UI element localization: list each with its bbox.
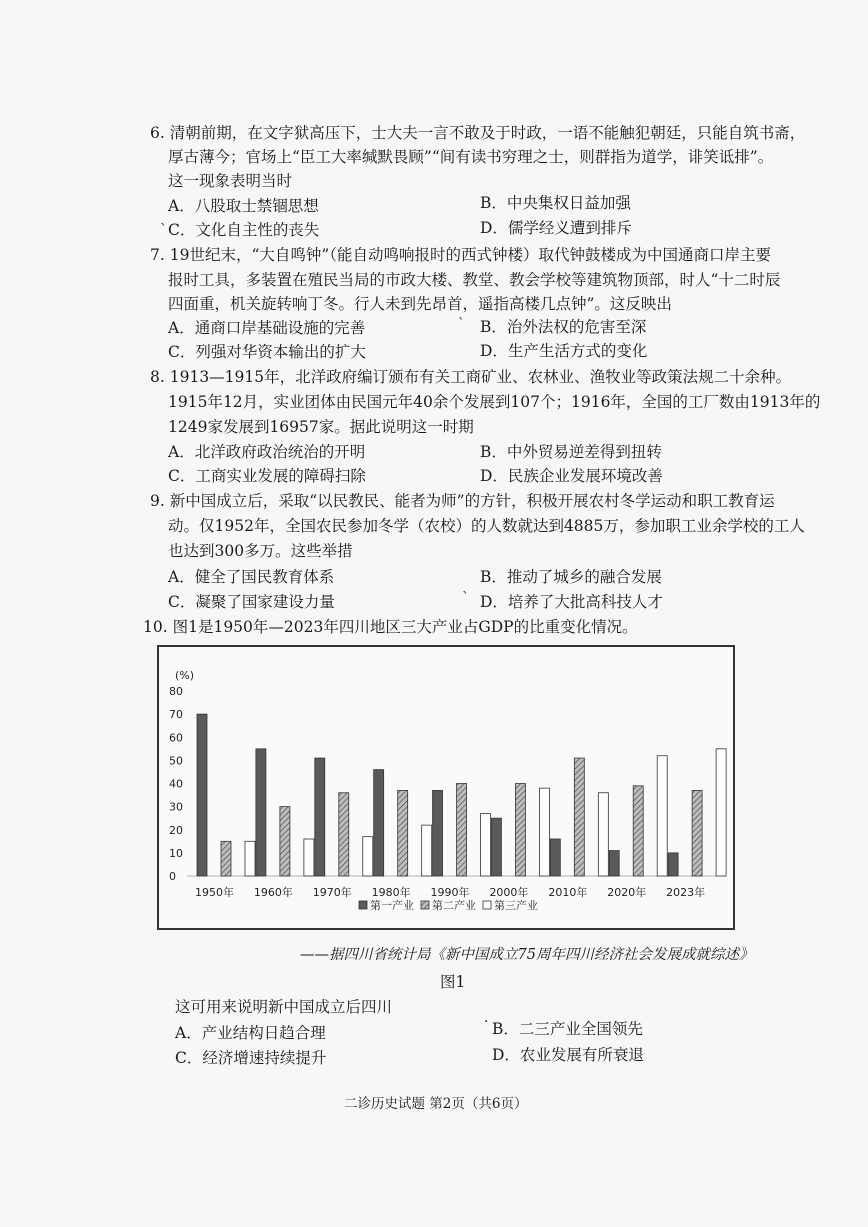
y-tick-label-6: 60 (169, 731, 183, 745)
q9-answer-tick-icon: ˋ (462, 590, 469, 606)
legend-label-0: 第一产业 (370, 899, 414, 912)
q9-stem-1: 新中国成立后，采取“以民教民、能者为师”的方针，积极开展农村冬学运动和职工教育运 (169, 492, 775, 510)
y-tick-label-0: 0 (169, 870, 176, 883)
bar-第二产业-1980年 (398, 790, 408, 876)
q9-line-3: 也达到300多万。这些举措 (168, 542, 353, 560)
legend-swatch-1 (421, 901, 429, 909)
q10-stem-1: 图1是1950年—2023年四川地区三大产业占GDP的比重变化情况。 (172, 618, 638, 636)
x-tick-label-3: 1980年 (371, 886, 411, 899)
bar-第二产业-2010年 (574, 758, 584, 876)
q7-line-2: 报时工具，多装置在殖民当局的市政大楼、教堂、教会学校等建筑物顶部，时人“十二时辰 (168, 271, 781, 289)
bar-第一产业-2010年 (550, 839, 560, 876)
x-tick-label-5: 2000年 (489, 886, 529, 899)
legend-label-2: 第三产业 (494, 899, 538, 912)
q6-option-b: B．中央集权日益加强 (480, 194, 631, 212)
bar-第二产业-1990年 (457, 784, 467, 877)
legend-swatch-2 (483, 901, 491, 909)
q7-option-d: D．生产生活方式的变化 (480, 342, 648, 360)
q7-option-a: A．通商口岸基础设施的完善 (168, 319, 366, 337)
q7-answer-tick-icon: ˋ (458, 316, 465, 332)
y-tick-label-8: 80 (169, 685, 183, 698)
bar-第二产业-2023年 (692, 790, 702, 876)
legend-label-1: 第二产业 (432, 899, 476, 912)
q10-answer-tick-icon: · (484, 1014, 489, 1030)
q8-line-2: 1915年12月，实业团体由民国元年40余个发展到107个；1916年，全国的工厂数由1913年的 (168, 393, 821, 411)
q8-stem-1: 1913—1915年，北洋政府编订颁布有关工商矿业、农林业、渔牧业等政策法规二十余种。 (169, 368, 792, 386)
q8-option-b: B．中外贸易逆差得到扭转 (480, 443, 662, 461)
x-tick-label-8: 2023年 (666, 886, 706, 899)
bar-第三产业-2023年 (716, 749, 726, 876)
bar-第三产业-2020年 (657, 756, 667, 876)
y-tick-label-2: 20 (169, 823, 183, 837)
q8-line-1 (150, 367, 791, 387)
q9-option-b: B．推动了城乡的融合发展 (480, 568, 662, 586)
q7-stem-1: 19世纪末，“大自鸣钟”（能自动鸣响报时的西式钟楼）取代钟鼓楼成为中国通商口岸主要 (169, 246, 772, 264)
bar-第三产业-1960年 (304, 839, 314, 876)
x-tick-label-4: 1990年 (430, 886, 470, 899)
page-footer: 二诊历史试题 第2页（共6页） (344, 1096, 528, 1112)
q10-option-c: C．经济增速持续提升 (175, 1049, 327, 1067)
bar-第二产业-1950年 (221, 841, 231, 876)
q9-number: 9. (150, 492, 165, 510)
q10-stem-after: 这可用来说明新中国成立后四川 (175, 998, 393, 1016)
q9-line-1 (150, 491, 775, 511)
bar-第一产业-1990年 (433, 790, 443, 876)
q9-line-2: 动。仅1952年，全国农民参加冬学（农校）的人数就达到4885万，参加职工业余学校的工人 (168, 517, 805, 535)
bar-第三产业-1950年 (245, 841, 255, 876)
legend-swatch-0 (359, 901, 367, 909)
q7-option-b: B．治外法权的危害至深 (480, 318, 647, 336)
bar-第一产业-1970年 (315, 758, 325, 876)
q10-number: 10. (143, 618, 168, 636)
q8-option-a: A．北洋政府政治统治的开明 (168, 443, 366, 461)
bar-第二产业-1960年 (280, 807, 290, 876)
q10-line-1 (143, 617, 638, 637)
q7-option-c: C．列强对华资本输出的扩大 (168, 343, 366, 361)
x-tick-label-0: 1950年 (195, 886, 234, 899)
q6-option-c: C．文化自主性的丧失 (168, 221, 320, 239)
y-axis-label: (%) (175, 669, 195, 682)
q6-line-1 (150, 123, 805, 143)
chart-svg (159, 647, 733, 928)
bar-第二产业-2020年 (633, 786, 643, 876)
gdp-share-chart (157, 645, 735, 930)
figure-caption: 图1 (440, 973, 466, 991)
q6-number: 6. (150, 124, 165, 142)
q8-number: 8. (150, 368, 165, 386)
x-tick-label-7: 2020年 (607, 886, 647, 899)
bar-第三产业-1970年 (363, 837, 373, 876)
q7-line-3: 四面重，机关旋转响丁冬。行人未到先昂首，遥指高楼几点钟”。这反映出 (168, 295, 672, 313)
x-tick-label-1: 1960年 (253, 886, 293, 899)
bar-第二产业-2000年 (515, 784, 525, 877)
q8-option-c: C．工商实业发展的障碍扫除 (168, 467, 366, 485)
y-tick-label-7: 70 (169, 708, 183, 722)
q8-line-3: 1249家发展到16957家。据此说明这一时期 (168, 418, 474, 436)
bar-第三产业-1990年 (481, 814, 491, 876)
y-tick-label-3: 30 (169, 800, 183, 814)
q9-option-c: C．凝聚了国家建设力量 (168, 593, 335, 611)
q10-option-b: B．二三产业全国领先 (492, 1020, 643, 1038)
bar-第二产业-1970年 (339, 793, 349, 876)
q6-option-a: A．八股取士禁锢思想 (168, 197, 319, 215)
q6-stem-1: 清朝前期，在文字狱高压下，士大夫一言不敢及于时政，一语不能触犯朝廷，只能自筑书斋， (169, 124, 806, 142)
bar-第一产业-1960年 (256, 749, 266, 876)
bar-第一产业-1980年 (374, 770, 384, 876)
x-tick-label-6: 2010年 (548, 886, 588, 899)
y-tick-label-4: 40 (169, 777, 183, 791)
q9-option-a: A．健全了国民教育体系 (168, 568, 335, 586)
q10-option-d: D．农业发展有所衰退 (492, 1046, 644, 1064)
bar-第一产业-2000年 (491, 818, 501, 876)
y-tick-label-1: 10 (169, 846, 183, 860)
bar-第三产业-2010年 (598, 793, 608, 876)
x-tick-label-2: 1970年 (312, 886, 352, 899)
q9-option-d: D．培养了大批高科技人才 (480, 593, 663, 611)
y-tick-label-5: 50 (169, 754, 183, 768)
q6-line-2: 厚古薄今；官场上“臣工大率缄默畏顾”“间有读书穷理之士，则群指为道学，诽笑诋排”。 (168, 148, 774, 166)
bar-第三产业-1980年 (422, 825, 432, 876)
bar-第一产业-2020年 (609, 851, 619, 876)
bar-第一产业-2023年 (668, 853, 678, 876)
bar-第一产业-1950年 (197, 714, 207, 876)
q10-option-a: A．产业结构日趋合理 (175, 1024, 326, 1042)
q7-line-1 (150, 245, 771, 265)
q6-line-3: 这一现象表明当时 (168, 172, 293, 190)
q6-answer-tick-icon: ˋ (160, 222, 167, 238)
source-citation: ——据四川省统计局《新中国成立75周年四川经济社会发展成就综述》 (300, 947, 754, 963)
bar-第三产业-2000年 (539, 788, 549, 876)
q8-option-d: D．民族企业发展环境改善 (480, 467, 663, 485)
q6-option-d: D．儒学经义遭到排斥 (480, 219, 632, 237)
q7-number: 7. (150, 246, 165, 264)
